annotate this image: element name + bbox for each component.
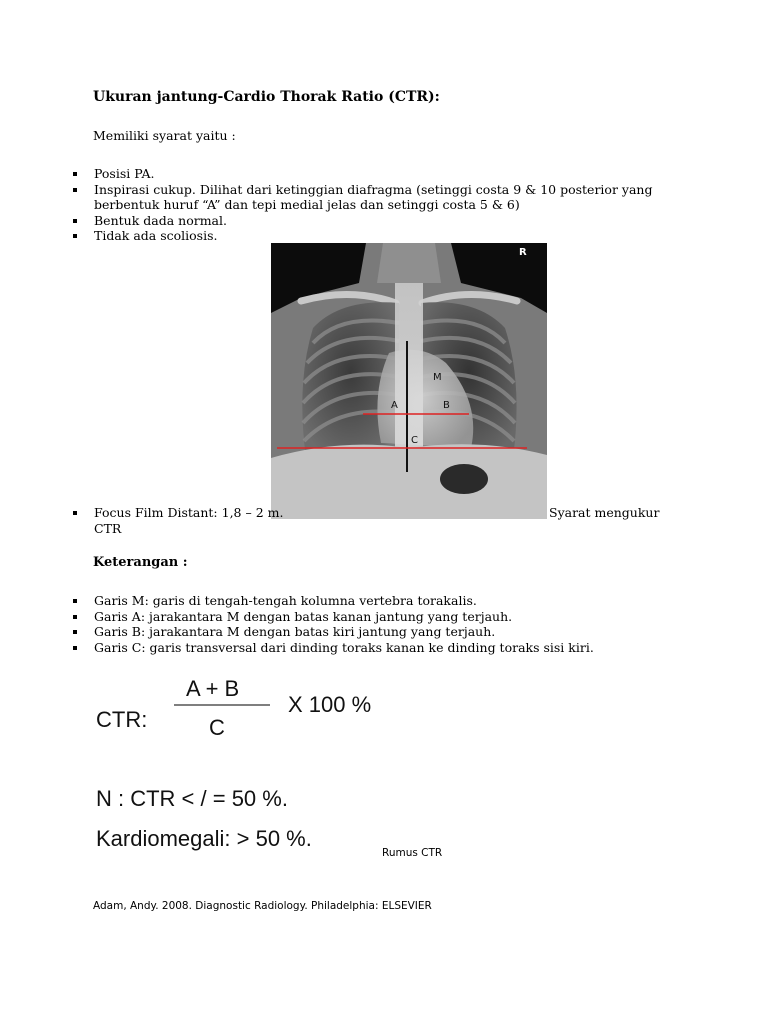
bullet-icon xyxy=(73,511,77,515)
list-item-text: Garis B: jarakantara M dengan batas kiri jantung yang terjauh. xyxy=(94,624,496,640)
formula-numerator: A + B xyxy=(186,676,240,701)
requirements-list xyxy=(69,166,669,244)
list-item xyxy=(69,609,689,625)
xray-caption-line1: Syarat mengukur xyxy=(549,505,660,520)
chest-xray-image xyxy=(271,243,547,519)
legend-list xyxy=(69,593,689,655)
list-item-text: Garis M: garis di tengah-tengah kolumna vertebra torakalis. xyxy=(94,593,477,608)
list-item-text: Garis C: garis transversal dari dinding toraks kanan ke dinding toraks sisi kiri. xyxy=(94,639,594,655)
list-item xyxy=(69,640,689,656)
label-a: A xyxy=(391,400,398,411)
label-b: B xyxy=(443,400,450,411)
intro-text: Memiliki syarat yaitu : xyxy=(93,128,236,143)
formula-cardiomegaly: Kardiomegali: > 50 %. xyxy=(96,826,312,851)
formula-normal: N : CTR < / = 50 %. xyxy=(96,786,288,811)
xray-caption-line2: CTR xyxy=(94,521,122,536)
formula-caption: Rumus CTR xyxy=(382,847,443,859)
focus-text: Focus Film Distant: 1,8 – 2 m. xyxy=(94,505,284,520)
xray-corner-mark: R xyxy=(519,247,527,258)
page-title: Ukuran jantung-Cardio Thorak Ratio (CTR): xyxy=(93,89,440,105)
list-item xyxy=(69,182,669,213)
list-item xyxy=(69,593,689,609)
list-item-text: Posisi PA. xyxy=(94,166,155,181)
list-item-text: Bentuk dada normal. xyxy=(94,212,227,228)
list-item-text: Tidak ada scoliosis. xyxy=(94,228,218,244)
list-item xyxy=(69,228,669,244)
list-item xyxy=(69,166,669,182)
list-item xyxy=(69,624,689,640)
list-item xyxy=(69,213,669,229)
list-item-text: Garis A: jarakantara M dengan batas kanan jantung yang terjauh. xyxy=(94,608,513,624)
legend-heading: Keterangan : xyxy=(93,555,188,570)
label-m: M xyxy=(433,372,442,383)
list-item-text: Inspirasi cukup. Dilihat dari ketinggian diafragma (setinggi costa 9 & 10 posterior yang berbentuk huruf “A” dan tepi medial jelas dan setinggi costa 5 & 6) xyxy=(94,181,653,213)
ctr-formula-image xyxy=(90,665,410,865)
formula-prefix: CTR: xyxy=(96,707,148,732)
reference-citation: Adam, Andy. 2008. Diagnostic Radiology. Philadelphia: ELSEVIER xyxy=(93,900,432,912)
formula-multiplier: X 100 % xyxy=(288,692,372,717)
label-c: C xyxy=(411,435,418,446)
formula-denominator: C xyxy=(209,715,225,740)
